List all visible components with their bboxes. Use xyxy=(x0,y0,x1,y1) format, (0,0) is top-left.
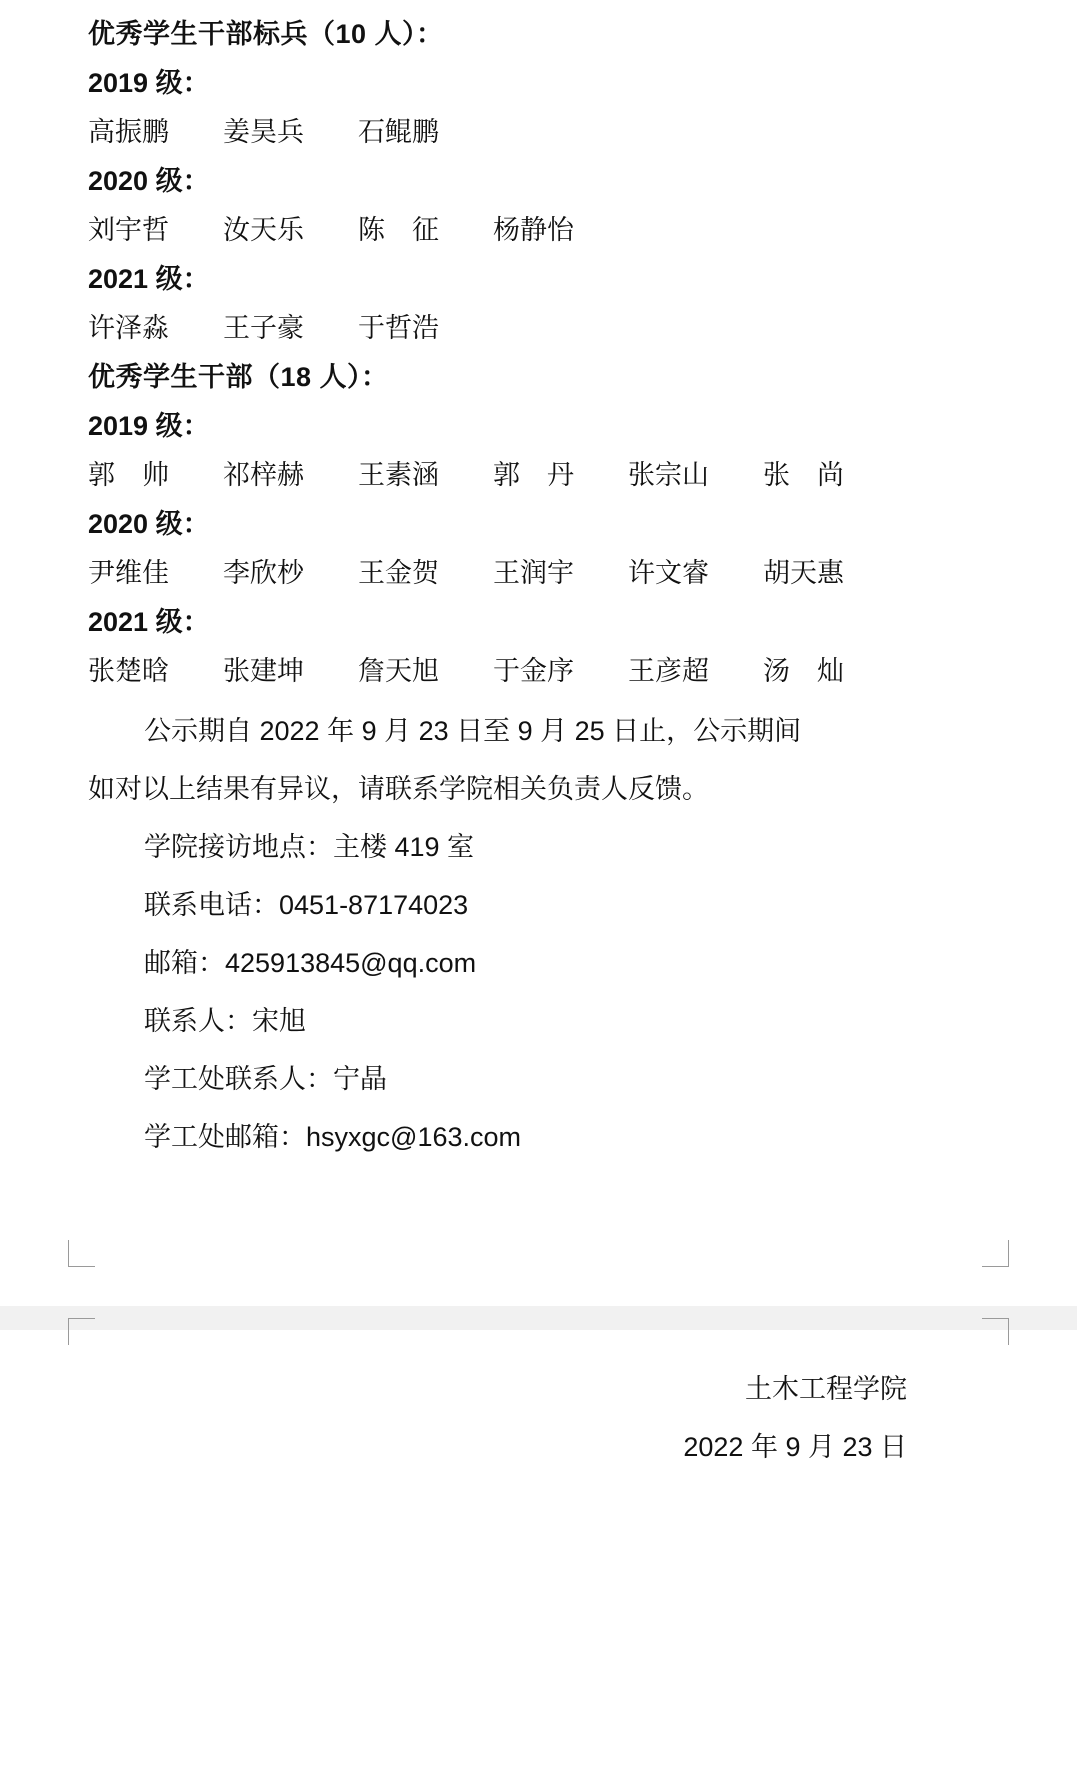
page-separator xyxy=(0,1268,1077,1368)
notice-line-1: 公示期自 2022 年 9 月 23 日至 9 月 25 日止，公示期间 xyxy=(144,716,802,746)
contact-student-affairs-email-value: hsyxgc@163.com xyxy=(306,1122,521,1152)
contact-person-value: 宋旭 xyxy=(252,1006,306,1036)
contact-person-label: 联系人： xyxy=(144,1006,252,1036)
grade-label-2021-cadre: 2021 级： xyxy=(88,607,210,637)
signature-date: 2022 年 9 月 23 日 xyxy=(683,1432,907,1462)
grade-label-2021-model: 2021 级： xyxy=(88,264,210,294)
contact-person xyxy=(88,992,1017,1050)
contact-visit-location-label: 学院接访地点： xyxy=(144,832,333,862)
page-separator-band xyxy=(0,1306,1077,1330)
contact-email xyxy=(88,934,1017,992)
notice-line-2: 如对以上结果有异议，请联系学院相关负责人反馈。 xyxy=(88,774,709,804)
contact-student-affairs-email xyxy=(88,1108,1017,1166)
name-list-2020-model: 刘宇哲 汝天乐 陈 征 杨静怡 xyxy=(88,215,574,245)
grade-label-2019-model: 2019 级： xyxy=(88,68,210,98)
name-list-2020-cadre: 尹维佳 李欣杪 王金贺 王润宇 许文睿 胡天惠 xyxy=(88,558,844,588)
contact-student-affairs-person xyxy=(88,1050,1017,1108)
contact-visit-location xyxy=(88,818,1017,876)
contact-phone-value: 0451-87174023 xyxy=(279,890,469,920)
grade-label-2020-model: 2020 级： xyxy=(88,166,210,196)
page-two-content xyxy=(0,1360,1077,1476)
signature-organization: 土木工程学院 xyxy=(745,1374,907,1404)
grade-label-2019-cadre: 2019 级： xyxy=(88,411,210,441)
name-list-2021-cadre: 张楚晗 张建坤 詹天旭 于金序 王彦超 汤 灿 xyxy=(88,656,844,686)
contact-email-value: 425913845@qq.com xyxy=(225,948,477,978)
contact-phone xyxy=(88,876,1017,934)
section-heading-outstanding-cadre-model: 优秀学生干部标兵（10 人）： xyxy=(88,19,444,49)
crop-mark-bottom-right xyxy=(982,1318,1009,1345)
name-list-2021-model: 许泽淼 王子豪 于哲浩 xyxy=(88,313,439,343)
contact-visit-location-value: 主楼 419 室 xyxy=(333,832,475,862)
crop-mark-bottom-left xyxy=(68,1318,95,1345)
contact-student-affairs-email-label: 学工处邮箱： xyxy=(144,1122,306,1152)
contact-student-affairs-person-value: 宁晶 xyxy=(333,1064,387,1094)
notice-paragraph xyxy=(88,702,1017,818)
contact-student-affairs-person-label: 学工处联系人： xyxy=(144,1064,333,1094)
grade-label-2020-cadre: 2020 级： xyxy=(88,509,210,539)
contact-phone-label: 联系电话： xyxy=(144,890,279,920)
name-list-2019-model: 高振鹏 姜昊兵 石鲲鹏 xyxy=(88,117,439,147)
crop-mark-top-right xyxy=(982,1240,1009,1267)
crop-mark-top-left xyxy=(68,1240,95,1267)
contact-email-label: 邮箱： xyxy=(144,948,225,978)
name-list-2019-cadre: 郭 帅 祁梓赫 王素涵 郭 丹 张宗山 张 尚 xyxy=(88,460,844,490)
section-heading-outstanding-cadre: 优秀学生干部（18 人）： xyxy=(88,362,389,392)
